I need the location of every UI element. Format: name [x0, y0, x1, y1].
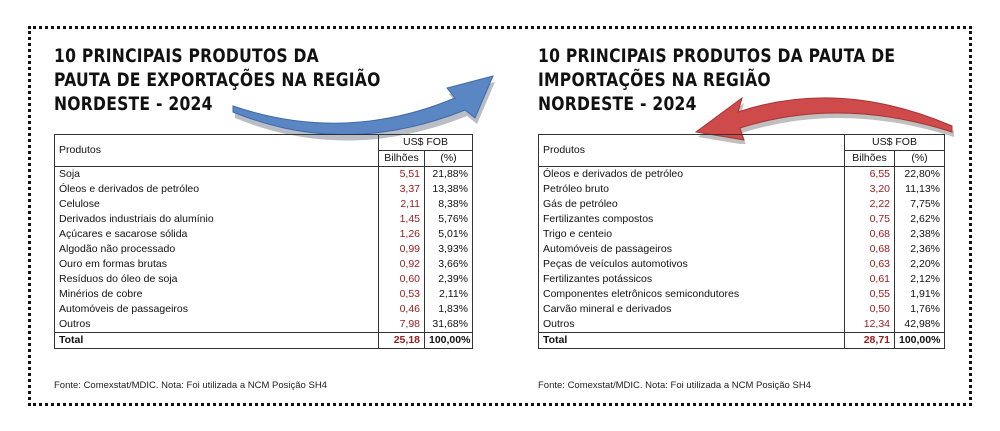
- table-row: [55, 317, 473, 333]
- value-cell: 0,68: [845, 227, 895, 242]
- table-row: [55, 227, 473, 242]
- product-cell: Derivados industriais do alumínio: [55, 212, 379, 227]
- table-row: [539, 182, 945, 197]
- percent-cell: 1,91%: [895, 287, 945, 302]
- value-cell: 0,61: [845, 272, 895, 287]
- percent-cell: 31,68%: [425, 317, 473, 333]
- product-cell: Algodão não processado: [55, 242, 379, 257]
- percent-cell: 11,13%: [895, 182, 945, 197]
- value-cell: 0,55: [845, 287, 895, 302]
- percent-cell: 2,20%: [895, 257, 945, 272]
- product-cell: Outros: [55, 317, 379, 333]
- product-cell: Soja: [55, 167, 379, 183]
- table-row: [539, 272, 945, 287]
- product-cell: Peças de veículos automotivos: [539, 257, 845, 272]
- table-row: [539, 257, 945, 272]
- export-title-line-3: NORDESTE - 2024: [54, 93, 213, 115]
- import-header-products: Produtos: [539, 135, 845, 167]
- export-arrow-icon: [225, 66, 500, 141]
- product-cell: Automóveis de passageiros: [539, 242, 845, 257]
- value-cell: 1,26: [379, 227, 425, 242]
- percent-cell: 5,76%: [425, 212, 473, 227]
- percent-cell: 13,38%: [425, 182, 473, 197]
- total-label: Total: [539, 333, 845, 349]
- total-value: 28,71: [845, 333, 895, 349]
- product-cell: Açúcares e sacarose sólida: [55, 227, 379, 242]
- value-cell: 3,20: [845, 182, 895, 197]
- value-cell: 0,50: [845, 302, 895, 317]
- table-row: [55, 302, 473, 317]
- product-cell: Trigo e centeio: [539, 227, 845, 242]
- product-cell: Automóveis de passageiros: [55, 302, 379, 317]
- table-row: [55, 212, 473, 227]
- table-row: [55, 257, 473, 272]
- value-cell: 1,45: [379, 212, 425, 227]
- total-row: [539, 333, 945, 349]
- percent-cell: 3,93%: [425, 242, 473, 257]
- percent-cell: 1,83%: [425, 302, 473, 317]
- value-cell: 0,60: [379, 272, 425, 287]
- table-row: [539, 167, 945, 183]
- export-title-line-1: 10 PRINCIPAIS PRODUTOS DA: [54, 45, 319, 67]
- export-header-currency: US$ FOB: [379, 135, 473, 151]
- value-cell: 3,37: [379, 182, 425, 197]
- value-cell: 2,11: [379, 197, 425, 212]
- value-cell: 0,63: [845, 257, 895, 272]
- table-row: [55, 197, 473, 212]
- value-cell: 0,68: [845, 242, 895, 257]
- import-title-line-1: 10 PRINCIPAIS PRODUTOS DA PAUTA DE: [538, 45, 896, 67]
- import-title-line-3: NORDESTE - 2024: [538, 93, 697, 115]
- product-cell: Outros: [539, 317, 845, 333]
- table-row: [539, 302, 945, 317]
- value-cell: 12,34: [845, 317, 895, 333]
- product-cell: Fertilizantes compostos: [539, 212, 845, 227]
- percent-cell: 7,75%: [895, 197, 945, 212]
- import-header-currency: US$ FOB: [845, 135, 945, 151]
- product-cell: Carvão mineral e derivados: [539, 302, 845, 317]
- product-cell: Resíduos do óleo de soja: [55, 272, 379, 287]
- product-cell: Gás de petróleo: [539, 197, 845, 212]
- total-value: 25,18: [379, 333, 425, 349]
- table-row: [55, 272, 473, 287]
- percent-cell: 2,39%: [425, 272, 473, 287]
- export-header-percent: (%): [425, 151, 473, 167]
- percent-cell: 1,76%: [895, 302, 945, 317]
- value-cell: 0,99: [379, 242, 425, 257]
- percent-cell: 21,88%: [425, 167, 473, 183]
- percent-cell: 2,62%: [895, 212, 945, 227]
- percent-cell: 3,66%: [425, 257, 473, 272]
- table-row: [55, 287, 473, 302]
- percent-cell: 42,98%: [895, 317, 945, 333]
- table-row: [55, 242, 473, 257]
- product-cell: Óleos e derivados de petróleo: [539, 167, 845, 183]
- product-cell: Minérios de cobre: [55, 287, 379, 302]
- total-row: [55, 333, 473, 349]
- import-header-billions: Bilhões: [845, 151, 895, 167]
- percent-cell: 2,36%: [895, 242, 945, 257]
- total-percent: 100,00%: [425, 333, 473, 349]
- total-label: Total: [55, 333, 379, 349]
- import-title-line-2: IMPORTAÇÕES NA REGIÃO: [538, 69, 771, 91]
- product-cell: Óleos e derivados de petróleo: [55, 182, 379, 197]
- export-title-line-2: PAUTA DE EXPORTAÇÕES NA REGIÃO: [54, 69, 381, 91]
- percent-cell: 2,38%: [895, 227, 945, 242]
- percent-cell: 22,80%: [895, 167, 945, 183]
- export-table: [54, 134, 473, 349]
- value-cell: 0,75: [845, 212, 895, 227]
- table-row: [55, 167, 473, 183]
- table-row: [55, 182, 473, 197]
- percent-cell: 5,01%: [425, 227, 473, 242]
- value-cell: 0,46: [379, 302, 425, 317]
- export-header-products: Produtos: [55, 135, 379, 167]
- product-cell: Componentes eletrônicos semicondutores: [539, 287, 845, 302]
- product-cell: Ouro em formas brutas: [55, 257, 379, 272]
- value-cell: 2,22: [845, 197, 895, 212]
- table-row: [539, 242, 945, 257]
- total-percent: 100,00%: [895, 333, 945, 349]
- product-cell: Celulose: [55, 197, 379, 212]
- value-cell: 6,55: [845, 167, 895, 183]
- export-header-billions: Bilhões: [379, 151, 425, 167]
- product-cell: Fertilizantes potássicos: [539, 272, 845, 287]
- table-row: [539, 287, 945, 302]
- value-cell: 7,98: [379, 317, 425, 333]
- import-table: [538, 134, 945, 349]
- export-source-note: Fonte: Comexstat/MDIC. Nota: Foi utilizada a NCM Posição SH4: [54, 380, 327, 391]
- value-cell: 0,92: [379, 257, 425, 272]
- table-row: [539, 317, 945, 333]
- percent-cell: 2,12%: [895, 272, 945, 287]
- percent-cell: 2,11%: [425, 287, 473, 302]
- value-cell: 0,53: [379, 287, 425, 302]
- value-cell: 5,51: [379, 167, 425, 183]
- table-row: [539, 227, 945, 242]
- table-row: [539, 212, 945, 227]
- product-cell: Petróleo bruto: [539, 182, 845, 197]
- percent-cell: 8,38%: [425, 197, 473, 212]
- table-row: [539, 197, 945, 212]
- import-header-percent: (%): [895, 151, 945, 167]
- import-source-note: Fonte: Comexstat/MDIC. Nota: Foi utilizada a NCM Posição SH4: [538, 380, 811, 391]
